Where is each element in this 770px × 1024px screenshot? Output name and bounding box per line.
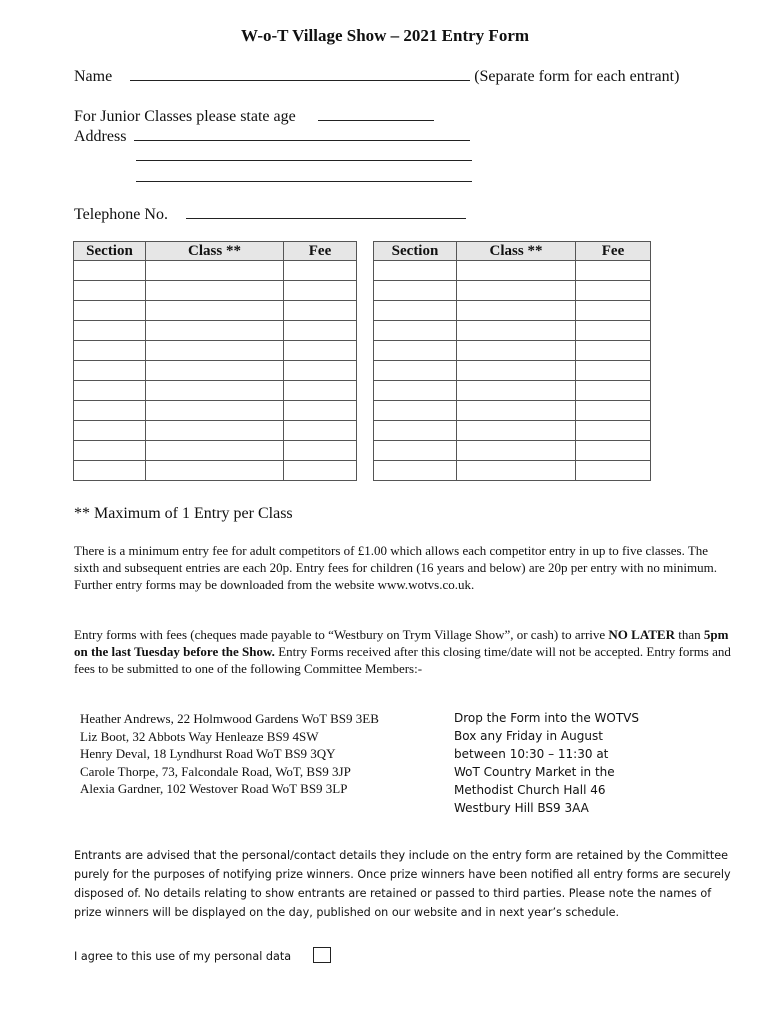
fee-cell[interactable] [576, 321, 651, 341]
class-cell[interactable] [457, 301, 576, 321]
header-class: Class ** [457, 242, 576, 261]
header-section: Section [374, 242, 457, 261]
fee-cell[interactable] [576, 381, 651, 401]
fee-cell[interactable] [284, 401, 357, 421]
entry-row [374, 321, 651, 341]
section-cell[interactable] [74, 441, 146, 461]
section-cell[interactable] [74, 341, 146, 361]
telephone-input-line[interactable] [186, 204, 466, 219]
section-cell[interactable] [74, 361, 146, 381]
section-cell[interactable] [374, 401, 457, 421]
header-fee: Fee [576, 242, 651, 261]
section-cell[interactable] [374, 461, 457, 481]
class-cell[interactable] [457, 421, 576, 441]
fee-cell[interactable] [576, 421, 651, 441]
drop-off-line: Methodist Church Hall 46 [454, 783, 606, 797]
entry-row [74, 441, 357, 461]
section-cell[interactable] [374, 281, 457, 301]
fee-cell[interactable] [284, 361, 357, 381]
entry-row [374, 381, 651, 401]
class-cell[interactable] [146, 321, 284, 341]
class-cell[interactable] [146, 461, 284, 481]
class-cell[interactable] [457, 321, 576, 341]
submission-text-1: Entry forms with fees (cheques made payable to “Westbury on Trym Village Show”, or cash) to arrive [74, 627, 609, 642]
fee-cell[interactable] [284, 381, 357, 401]
entry-row [74, 401, 357, 421]
class-cell[interactable] [457, 261, 576, 281]
entry-row [374, 281, 651, 301]
class-cell[interactable] [146, 421, 284, 441]
fee-cell[interactable] [576, 461, 651, 481]
fee-cell[interactable] [576, 341, 651, 361]
class-cell[interactable] [146, 381, 284, 401]
class-cell[interactable] [146, 441, 284, 461]
section-cell[interactable] [374, 421, 457, 441]
header-section: Section [74, 242, 146, 261]
drop-off-line: Box any Friday in August [454, 729, 603, 743]
committee-member: Liz Boot, 32 Abbots Way Henleaze BS9 4SW [80, 728, 319, 744]
submission-bold-no-later: NO LATER [608, 627, 675, 642]
section-cell[interactable] [74, 261, 146, 281]
class-cell[interactable] [146, 301, 284, 321]
submission-text-3: Entry Forms received after this closing time/date will not be accepted. Entry forms and fees to be submitted to one of the following Committee Members:- [74, 644, 731, 676]
entry-row [74, 341, 357, 361]
fee-cell[interactable] [284, 321, 357, 341]
privacy-notice: Entrants are advised that the personal/contact details they include on the entry form are retained by the Committee purely for the purposes of notifying prize winners. Once prize winners have been notified all entry forms are securely disposed of. No details relating to show entrants are retained or passed to third parties. Please note the names of prize winners will be displayed on the day, published on our website and in next year’s schedule. [74, 849, 731, 919]
separate-form-note: (Separate form for each entrant) [474, 68, 680, 85]
section-cell[interactable] [374, 301, 457, 321]
class-cell[interactable] [146, 341, 284, 361]
class-cell[interactable] [457, 381, 576, 401]
entry-row [374, 301, 651, 321]
class-cell[interactable] [146, 401, 284, 421]
fees-paragraph: There is a minimum entry fee for adult competitors of £1.00 which allows each competitor entry in up to five classes. The sixth and subsequent entries are each 20p. Entry fees for children (16 years and below) are 20p per entry with no minimum. Further entry forms may be downloaded from the website www.wotvs.co.uk. [74, 543, 717, 592]
fee-cell[interactable] [576, 281, 651, 301]
fee-cell[interactable] [284, 421, 357, 441]
entry-row [374, 341, 651, 361]
committee-member: Henry Deval, 18 Lyndhurst Road WoT BS9 3QY [80, 746, 336, 761]
drop-off-line: Drop the Form into the WOTVS [454, 711, 640, 725]
address-label: Address [74, 128, 127, 145]
class-cell[interactable] [457, 361, 576, 381]
class-cell[interactable] [457, 281, 576, 301]
class-cell[interactable] [457, 461, 576, 481]
name-row [74, 66, 679, 86]
entry-row [374, 361, 651, 381]
section-cell[interactable] [74, 281, 146, 301]
section-cell[interactable] [374, 321, 457, 341]
entry-row [374, 461, 651, 481]
address-input-line-3[interactable] [136, 167, 472, 182]
junior-age-row [74, 106, 434, 126]
class-cell[interactable] [146, 261, 284, 281]
drop-off-line: between 10:30 – 11:30 at [454, 747, 609, 761]
section-cell[interactable] [74, 401, 146, 421]
entry-row [74, 261, 357, 281]
section-cell[interactable] [74, 321, 146, 341]
fee-cell[interactable] [284, 301, 357, 321]
section-cell[interactable] [374, 381, 457, 401]
max-entry-note: ** Maximum of 1 Entry per Class [74, 505, 293, 522]
class-cell[interactable] [457, 401, 576, 421]
fee-cell[interactable] [576, 401, 651, 421]
name-input-line[interactable] [130, 66, 470, 81]
fee-cell[interactable] [284, 461, 357, 481]
committee-member: Heather Andrews, 22 Holmwood Gardens WoT BS9 3EB [80, 711, 379, 726]
submission-text-2: than [675, 627, 704, 642]
entry-row [74, 361, 357, 381]
address-input-line-2[interactable] [136, 146, 472, 161]
section-cell[interactable] [74, 381, 146, 401]
address-input-line-1[interactable] [134, 126, 470, 141]
section-cell[interactable] [374, 441, 457, 461]
telephone-label: Telephone No. [74, 206, 168, 223]
entry-row [74, 321, 357, 341]
fee-cell[interactable] [576, 441, 651, 461]
fee-cell[interactable] [284, 441, 357, 461]
class-cell[interactable] [457, 341, 576, 361]
fee-cell[interactable] [576, 261, 651, 281]
junior-age-input-line[interactable] [318, 106, 434, 121]
entry-row [374, 421, 651, 441]
header-fee: Fee [284, 242, 357, 261]
class-cell[interactable] [146, 281, 284, 301]
fee-cell[interactable] [284, 261, 357, 281]
section-cell[interactable] [74, 461, 146, 481]
fee-cell[interactable] [284, 341, 357, 361]
entry-row [374, 261, 651, 281]
consent-checkbox[interactable] [313, 947, 331, 963]
entry-row [74, 301, 357, 321]
drop-off-instructions [454, 709, 639, 817]
entry-row [74, 461, 357, 481]
committee-members-list [80, 710, 379, 798]
class-cell[interactable] [146, 361, 284, 381]
junior-age-label: For Junior Classes please state age [74, 108, 296, 125]
section-cell[interactable] [74, 421, 146, 441]
section-cell[interactable] [374, 261, 457, 281]
section-cell[interactable] [374, 341, 457, 361]
form-title: W-o-T Village Show – 2021 Entry Form [240, 26, 530, 45]
section-cell[interactable] [374, 361, 457, 381]
fee-cell[interactable] [576, 361, 651, 381]
entry-table-right [373, 241, 651, 481]
entry-row [74, 281, 357, 301]
fee-cell[interactable] [576, 301, 651, 321]
header-class: Class ** [146, 242, 284, 261]
entry-row [74, 421, 357, 441]
name-label: Name [74, 68, 113, 85]
committee-member: Carole Thorpe, 73, Falcondale Road, WoT, BS9 3JP [80, 763, 351, 779]
class-cell[interactable] [457, 441, 576, 461]
drop-off-line: Westbury Hill BS9 3AA [454, 801, 589, 815]
submission-bold-deadline: 5pm on the last Tuesday before the Show. [74, 627, 729, 659]
telephone-row [74, 204, 466, 224]
entry-table-left [73, 241, 357, 481]
entry-row [374, 441, 651, 461]
submission-paragraph [74, 626, 734, 677]
committee-member: Alexia Gardner, 102 Westover Road WoT BS9 3LP [80, 781, 348, 796]
fee-cell[interactable] [284, 281, 357, 301]
entry-row [74, 381, 357, 401]
drop-off-line: WoT Country Market in the [454, 765, 615, 779]
entry-row [374, 401, 651, 421]
consent-label: I agree to this use of my personal data [74, 950, 292, 963]
address-row [74, 126, 470, 146]
section-cell[interactable] [74, 301, 146, 321]
